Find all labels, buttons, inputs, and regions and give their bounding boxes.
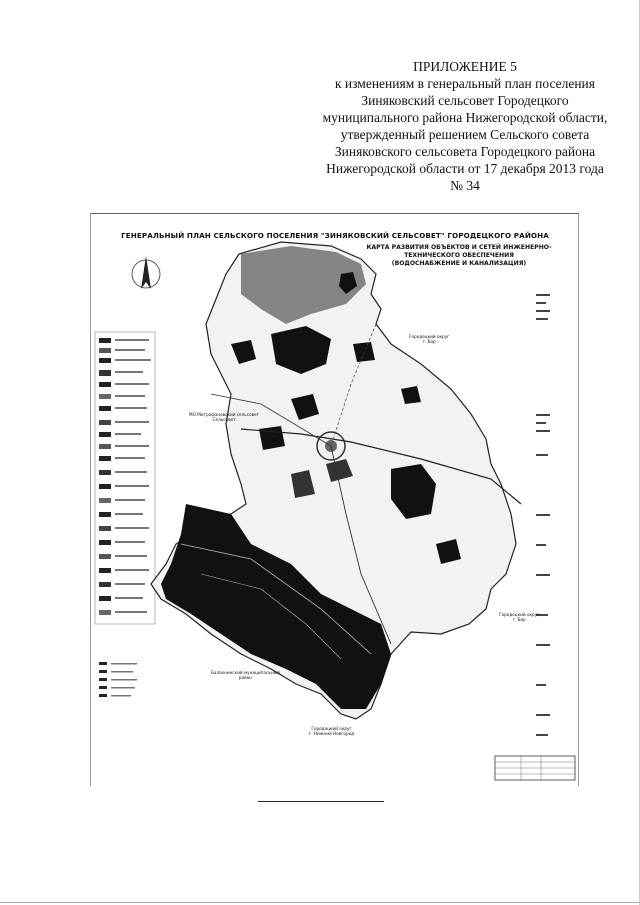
stamp-block — [495, 756, 575, 780]
appendix-header — [300, 58, 630, 194]
legend-rows — [99, 338, 151, 615]
header-line: муниципального района Нижегородской области, — [322, 110, 608, 125]
map-sheet — [90, 213, 579, 786]
map-title: ГЕНЕРАЛЬНЫЙ ПЛАН СЕЛЬСКОГО ПОСЕЛЕНИЯ "ЗИНЯКОВСКИЙ СЕЛЬСОВЕТ" ГОРОДЕЦКОГО РАЙОНА — [121, 231, 549, 240]
legend-block — [95, 332, 155, 697]
footer-rule — [258, 801, 384, 802]
appendix-title: ПРИЛОЖЕНИЕ 5 — [413, 59, 517, 74]
header-line: Нижегородской области от 17 декабря 2013 года — [326, 161, 604, 176]
right-legend — [536, 294, 550, 736]
territory-map — [151, 242, 521, 719]
map-drawing — [91, 214, 579, 786]
label-south: Городецкий округ г. Нижний Новгород — [309, 726, 355, 736]
map-subtitle — [359, 244, 559, 268]
header-line: Зиняковский сельсовет Городецкого — [361, 93, 569, 108]
label-north-east: Городецкий округ г. Бор — [409, 334, 450, 344]
label-west: МО Митрофановский сельсовет Сельсовет — [189, 412, 260, 422]
scan-bottom-edge — [0, 902, 640, 903]
header-line: Зиняковского сельсовета Городецкого района — [334, 144, 596, 159]
north-arrow-icon — [132, 256, 160, 289]
header-line: утвержденный решением Сельского совета — [340, 127, 590, 142]
decision-number: № 34 — [450, 178, 480, 193]
label-south-west: Балахнинский муниципальный район — [211, 670, 280, 680]
map-subtitle-line: ТЕХНИЧЕСКОГО ОБЕСПЕЧЕНИЯ — [404, 252, 514, 259]
legend-bottom-rows — [99, 662, 137, 697]
map-subtitle-line: КАРТА РАЗВИТИЯ ОБЪЕКТОВ И СЕТЕЙ ИНЖЕНЕРНО- — [366, 244, 552, 251]
map-subtitle-line: (ВОДОСНАБЖЕНИЕ И КАНАЛИЗАЦИЯ) — [391, 260, 527, 267]
label-east: Городецкий округ г. Бор — [499, 612, 540, 622]
header-line: к изменениям в генеральный план поселения — [335, 76, 595, 91]
